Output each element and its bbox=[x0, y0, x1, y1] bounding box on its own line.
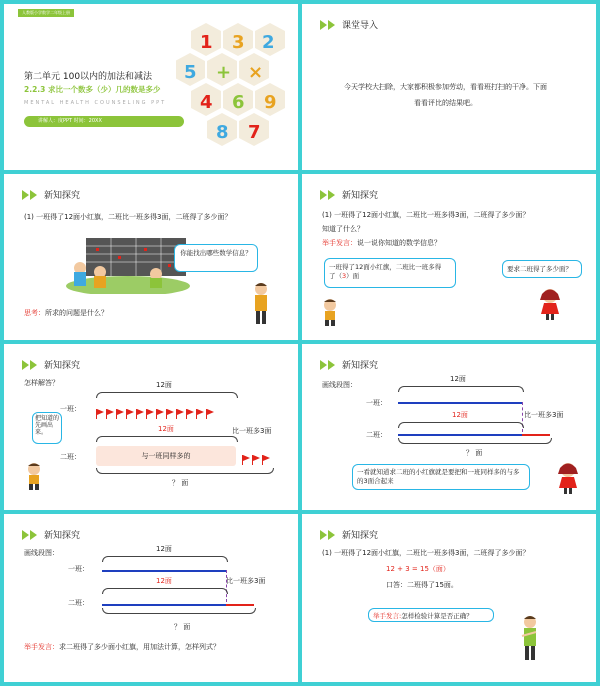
svg-text:4: 4 bbox=[200, 92, 213, 113]
diagram-title: 画线段图： bbox=[322, 381, 357, 389]
question-text: (1) 一班得了12面小红旗，二班比一班多得3面，二班得了多少面？ bbox=[24, 213, 232, 221]
class2-label: 二班： bbox=[68, 599, 89, 607]
slide-explore-5[interactable] bbox=[4, 514, 298, 682]
flag-icon bbox=[242, 455, 251, 465]
svg-text:7: 7 bbox=[248, 122, 261, 143]
total-label: ？ 面 bbox=[174, 623, 191, 631]
flag-icon bbox=[126, 409, 135, 419]
cover-eng: MENTAL HEALTH COUNSELING PPT bbox=[24, 100, 167, 106]
class1-flags bbox=[96, 404, 216, 423]
slide-header bbox=[320, 358, 378, 371]
flag-icon bbox=[96, 409, 105, 419]
class1-label: 一班： bbox=[68, 565, 89, 573]
svg-text:2: 2 bbox=[262, 32, 275, 53]
header-title: 新知探究 bbox=[44, 361, 81, 371]
mid-label: 12面 bbox=[156, 577, 172, 585]
flag-icon bbox=[116, 409, 125, 419]
bottom-brace bbox=[398, 438, 552, 444]
class1-label: 一班： bbox=[60, 405, 81, 413]
class2-line bbox=[398, 434, 522, 436]
more-label: 比一班多3面 bbox=[226, 577, 266, 585]
svg-text:8: 8 bbox=[216, 122, 229, 143]
slide-header bbox=[22, 528, 80, 541]
class1-label: 一班： bbox=[366, 399, 387, 407]
check-bubble: 举手发言:怎样检验计算是否正确？ bbox=[368, 608, 494, 622]
known-text: 知道了什么？ bbox=[322, 225, 364, 233]
mid-label: 12面 bbox=[452, 411, 468, 419]
top-brace bbox=[96, 392, 238, 398]
girl-figure bbox=[538, 288, 562, 320]
slide-header bbox=[320, 188, 378, 201]
mid-brace bbox=[96, 436, 238, 442]
header-title: 新知探究 bbox=[342, 361, 379, 371]
more-label: 比一班多3面 bbox=[524, 411, 564, 419]
cover-sub-title: 2.2.3 求比一个数多（少）几的数是多少 bbox=[24, 85, 161, 94]
bottom-brace bbox=[102, 608, 256, 614]
think-prompt: 思考：所求的问题是什么？ bbox=[24, 309, 108, 317]
class1-line bbox=[102, 570, 226, 572]
hexagon-numbers-art bbox=[176, 18, 296, 148]
chevron-icon bbox=[22, 360, 38, 370]
class2-extra-line bbox=[522, 434, 550, 436]
boy-figure bbox=[24, 462, 44, 490]
slide-header bbox=[22, 358, 80, 371]
svg-text:1: 1 bbox=[200, 32, 213, 53]
same-box: 与一班同样多的 bbox=[96, 446, 236, 466]
bottom-brace bbox=[96, 468, 274, 474]
top-label: 12面 bbox=[156, 381, 172, 389]
chevron-icon bbox=[320, 190, 336, 200]
slide-cover[interactable] bbox=[4, 4, 298, 170]
total-label: ？ 面 bbox=[172, 479, 189, 487]
slide-header bbox=[320, 528, 378, 541]
girl-figure bbox=[556, 462, 580, 494]
intro-text-1: 今天学校大扫除，大家都积极参加劳动，看看班打扫的干净。下面 bbox=[344, 83, 547, 91]
class2-label: 二班： bbox=[60, 453, 81, 461]
svg-text:9: 9 bbox=[264, 92, 277, 113]
flag-icon bbox=[166, 409, 175, 419]
flag-icon bbox=[136, 409, 145, 419]
top-brace bbox=[102, 556, 228, 562]
raise-prompt: 举手发言：说一说你知道的数学信息？ bbox=[322, 239, 441, 247]
classroom-scoreboard-illustration bbox=[66, 234, 190, 294]
flag-icon bbox=[196, 409, 205, 419]
mid-label: 12面 bbox=[158, 425, 174, 433]
flag-icon bbox=[176, 409, 185, 419]
diagram-title: 画线段图： bbox=[24, 549, 59, 557]
header-title: 新知探究 bbox=[342, 191, 379, 201]
mid-brace bbox=[102, 588, 228, 594]
chevron-icon bbox=[320, 20, 336, 30]
explain-bubble: 一看就知道求二班的小红旗就是要把和一班同样多的与多的3面合起来 bbox=[352, 464, 530, 490]
svg-text:3: 3 bbox=[232, 32, 245, 53]
info-question-bubble: 你能找出哪些数学信息？ bbox=[174, 244, 258, 272]
slide-explore-4[interactable] bbox=[302, 344, 596, 510]
top-label: 12面 bbox=[156, 545, 172, 553]
class2-extra-flags bbox=[242, 450, 272, 469]
boy-figure bbox=[320, 298, 340, 326]
top-brace bbox=[398, 386, 524, 392]
chevron-icon bbox=[22, 190, 38, 200]
chevron-icon bbox=[320, 360, 336, 370]
answer-text: 口答：二班得了15面。 bbox=[386, 581, 458, 589]
flag-icon bbox=[206, 409, 215, 419]
mid-brace bbox=[398, 422, 524, 428]
intro-text-2: 看看评比的结果吧。 bbox=[414, 99, 477, 107]
cover-unit-title: 第二单元 100以内的加法和减法 bbox=[24, 72, 153, 82]
flag-icon bbox=[156, 409, 165, 419]
flag-icon bbox=[106, 409, 115, 419]
teacher-figure bbox=[518, 614, 542, 662]
flag-icon bbox=[146, 409, 155, 419]
slide-explore-2[interactable] bbox=[302, 174, 596, 340]
raise-prompt: 举手发言：求二班得了多少面小红旗，用加法计算，怎样列式？ bbox=[24, 643, 220, 651]
slide-header bbox=[22, 188, 80, 201]
header-title: 新知探究 bbox=[44, 531, 81, 541]
dashed-divider bbox=[226, 570, 227, 602]
svg-text:×: × bbox=[248, 62, 264, 83]
how-text: 怎样解答？ bbox=[24, 379, 59, 387]
flag-icon bbox=[186, 409, 195, 419]
total-label: ？ 面 bbox=[466, 449, 483, 457]
more-label: 比一班多3面 bbox=[232, 427, 272, 435]
svg-text:+: + bbox=[216, 62, 232, 83]
svg-text:6: 6 bbox=[232, 92, 245, 113]
flag-icon bbox=[252, 455, 261, 465]
cover-presenter: 讲解人：度PPT 时间：20XX bbox=[24, 116, 184, 127]
slide-explore-1[interactable] bbox=[4, 174, 298, 340]
question-bubble: 要求二班得了多少面？ bbox=[502, 260, 582, 278]
hint-bubble: 把知道的先画出来。 bbox=[32, 412, 62, 444]
slide-explore-3[interactable] bbox=[4, 344, 298, 510]
top-label: 12面 bbox=[450, 375, 466, 383]
equation-text: 12 + 3 = 15（面） bbox=[386, 565, 450, 573]
flag-icon bbox=[262, 455, 271, 465]
chevron-icon bbox=[320, 530, 336, 540]
header-title: 新知探究 bbox=[44, 191, 81, 201]
cover-top-label: 人教版小学数学二年级上册 bbox=[18, 9, 74, 17]
info-bubble: 一班得了12面小红旗，二班比一班多得 了（3）面 bbox=[324, 258, 456, 288]
class2-label: 二班： bbox=[366, 431, 387, 439]
question-text: (1) 一班得了12面小红旗，二班比一班多得3面，二班得了多少面？ bbox=[322, 549, 530, 557]
header-title: 课堂导入 bbox=[342, 21, 379, 31]
chevron-icon bbox=[22, 530, 38, 540]
teacher-figure bbox=[250, 282, 272, 326]
header-title: 新知探究 bbox=[342, 531, 379, 541]
class2-line bbox=[102, 604, 226, 606]
class1-line bbox=[398, 402, 522, 404]
question-text: (1) 一班得了12面小红旗，二班比一班多得3面，二班得了多少面？ bbox=[322, 211, 530, 219]
svg-text:5: 5 bbox=[184, 62, 197, 83]
class2-extra-line bbox=[226, 604, 254, 606]
slide-explore-6[interactable] bbox=[302, 514, 596, 682]
slide-header bbox=[320, 18, 378, 31]
slide-intro[interactable] bbox=[302, 4, 596, 170]
